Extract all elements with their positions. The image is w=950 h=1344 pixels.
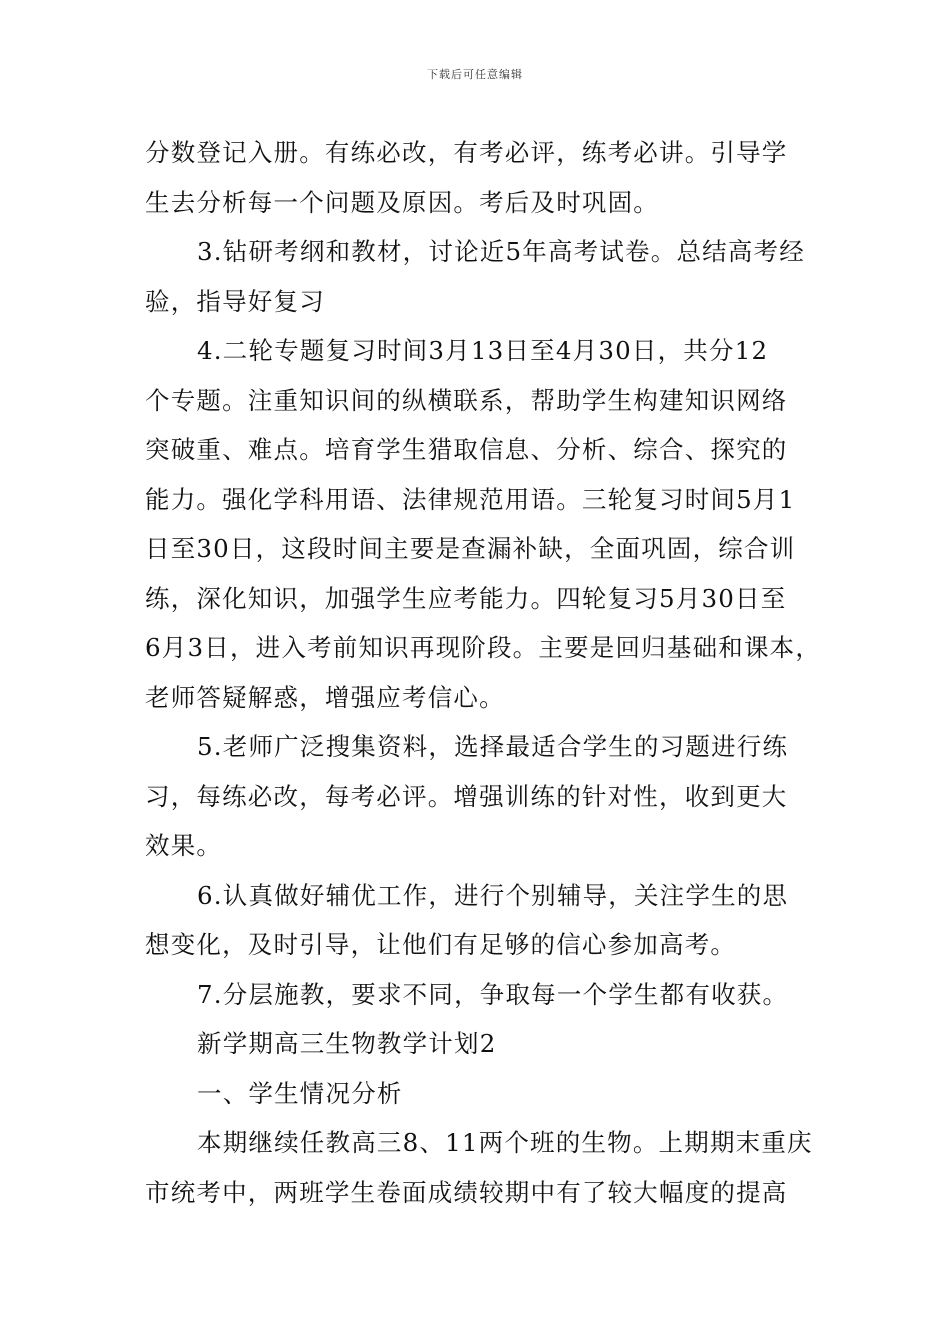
text-line: 想变化，及时引导，让他们有足够的信心参加高考。: [145, 930, 737, 959]
text-line: 生去分析每一个问题及原因。考后及时巩固。: [145, 187, 659, 217]
text-line: 本期继续任教高三8、11两个班的生物。上期期末重庆: [197, 1128, 813, 1157]
text-line: 7.分层施教，要求不同，争取每一个学生都有收获。: [197, 979, 789, 1009]
page-header-note: 下载后可任意编辑: [427, 68, 523, 81]
text-line: 5.老师广泛搜集资料，选择最适合学生的习题进行练: [197, 732, 789, 761]
text-line: 分数登记入册。有练必改，有考必评，练考必讲。引导学: [145, 138, 788, 167]
text-line: 日至30日，这段时间主要是查漏补缺，全面巩固，综合训: [145, 534, 796, 563]
text-line: 老师答疑解惑，增强应考信心。: [145, 682, 505, 712]
text-line: 4.二轮专题复习时间3月13日至4月30日，共分12: [197, 336, 769, 365]
text-line: 6月3日，进入考前知识再现阶段。主要是回归基础和课本，: [145, 633, 822, 662]
text-line: 个专题。注重知识间的纵横联系，帮助学生构建知识网络: [145, 385, 788, 415]
text-line: 市统考中，两班学生卷面成绩较期中有了较大幅度的提高: [145, 1177, 788, 1207]
text-line: 习，每练必改，每考必评。增强训练的针对性，收到更大: [145, 781, 788, 811]
text-line: 新学期高三生物教学计划2: [197, 1029, 497, 1058]
text-line: 3.钻研考纲和教材，讨论近5年高考试卷。总结高考经: [197, 237, 805, 266]
text-line: 一、学生情况分析: [197, 1078, 403, 1108]
text-line: 6.认真做好辅优工作，进行个别辅导，关注学生的思: [197, 880, 789, 910]
text-line: 验，指导好复习: [145, 286, 325, 316]
text-line: 效果。: [145, 831, 223, 860]
document-body: [145, 128, 822, 1217]
text-line: 练，深化知识，加强学生应考能力。四轮复习5月30日至: [145, 583, 787, 613]
text-line: 突破重、难点。培育学生猎取信息、分析、综合、探究的: [145, 435, 788, 464]
text-line: 能力。强化学科用语、法律规范用语。三轮复习时间5月1: [145, 484, 796, 514]
